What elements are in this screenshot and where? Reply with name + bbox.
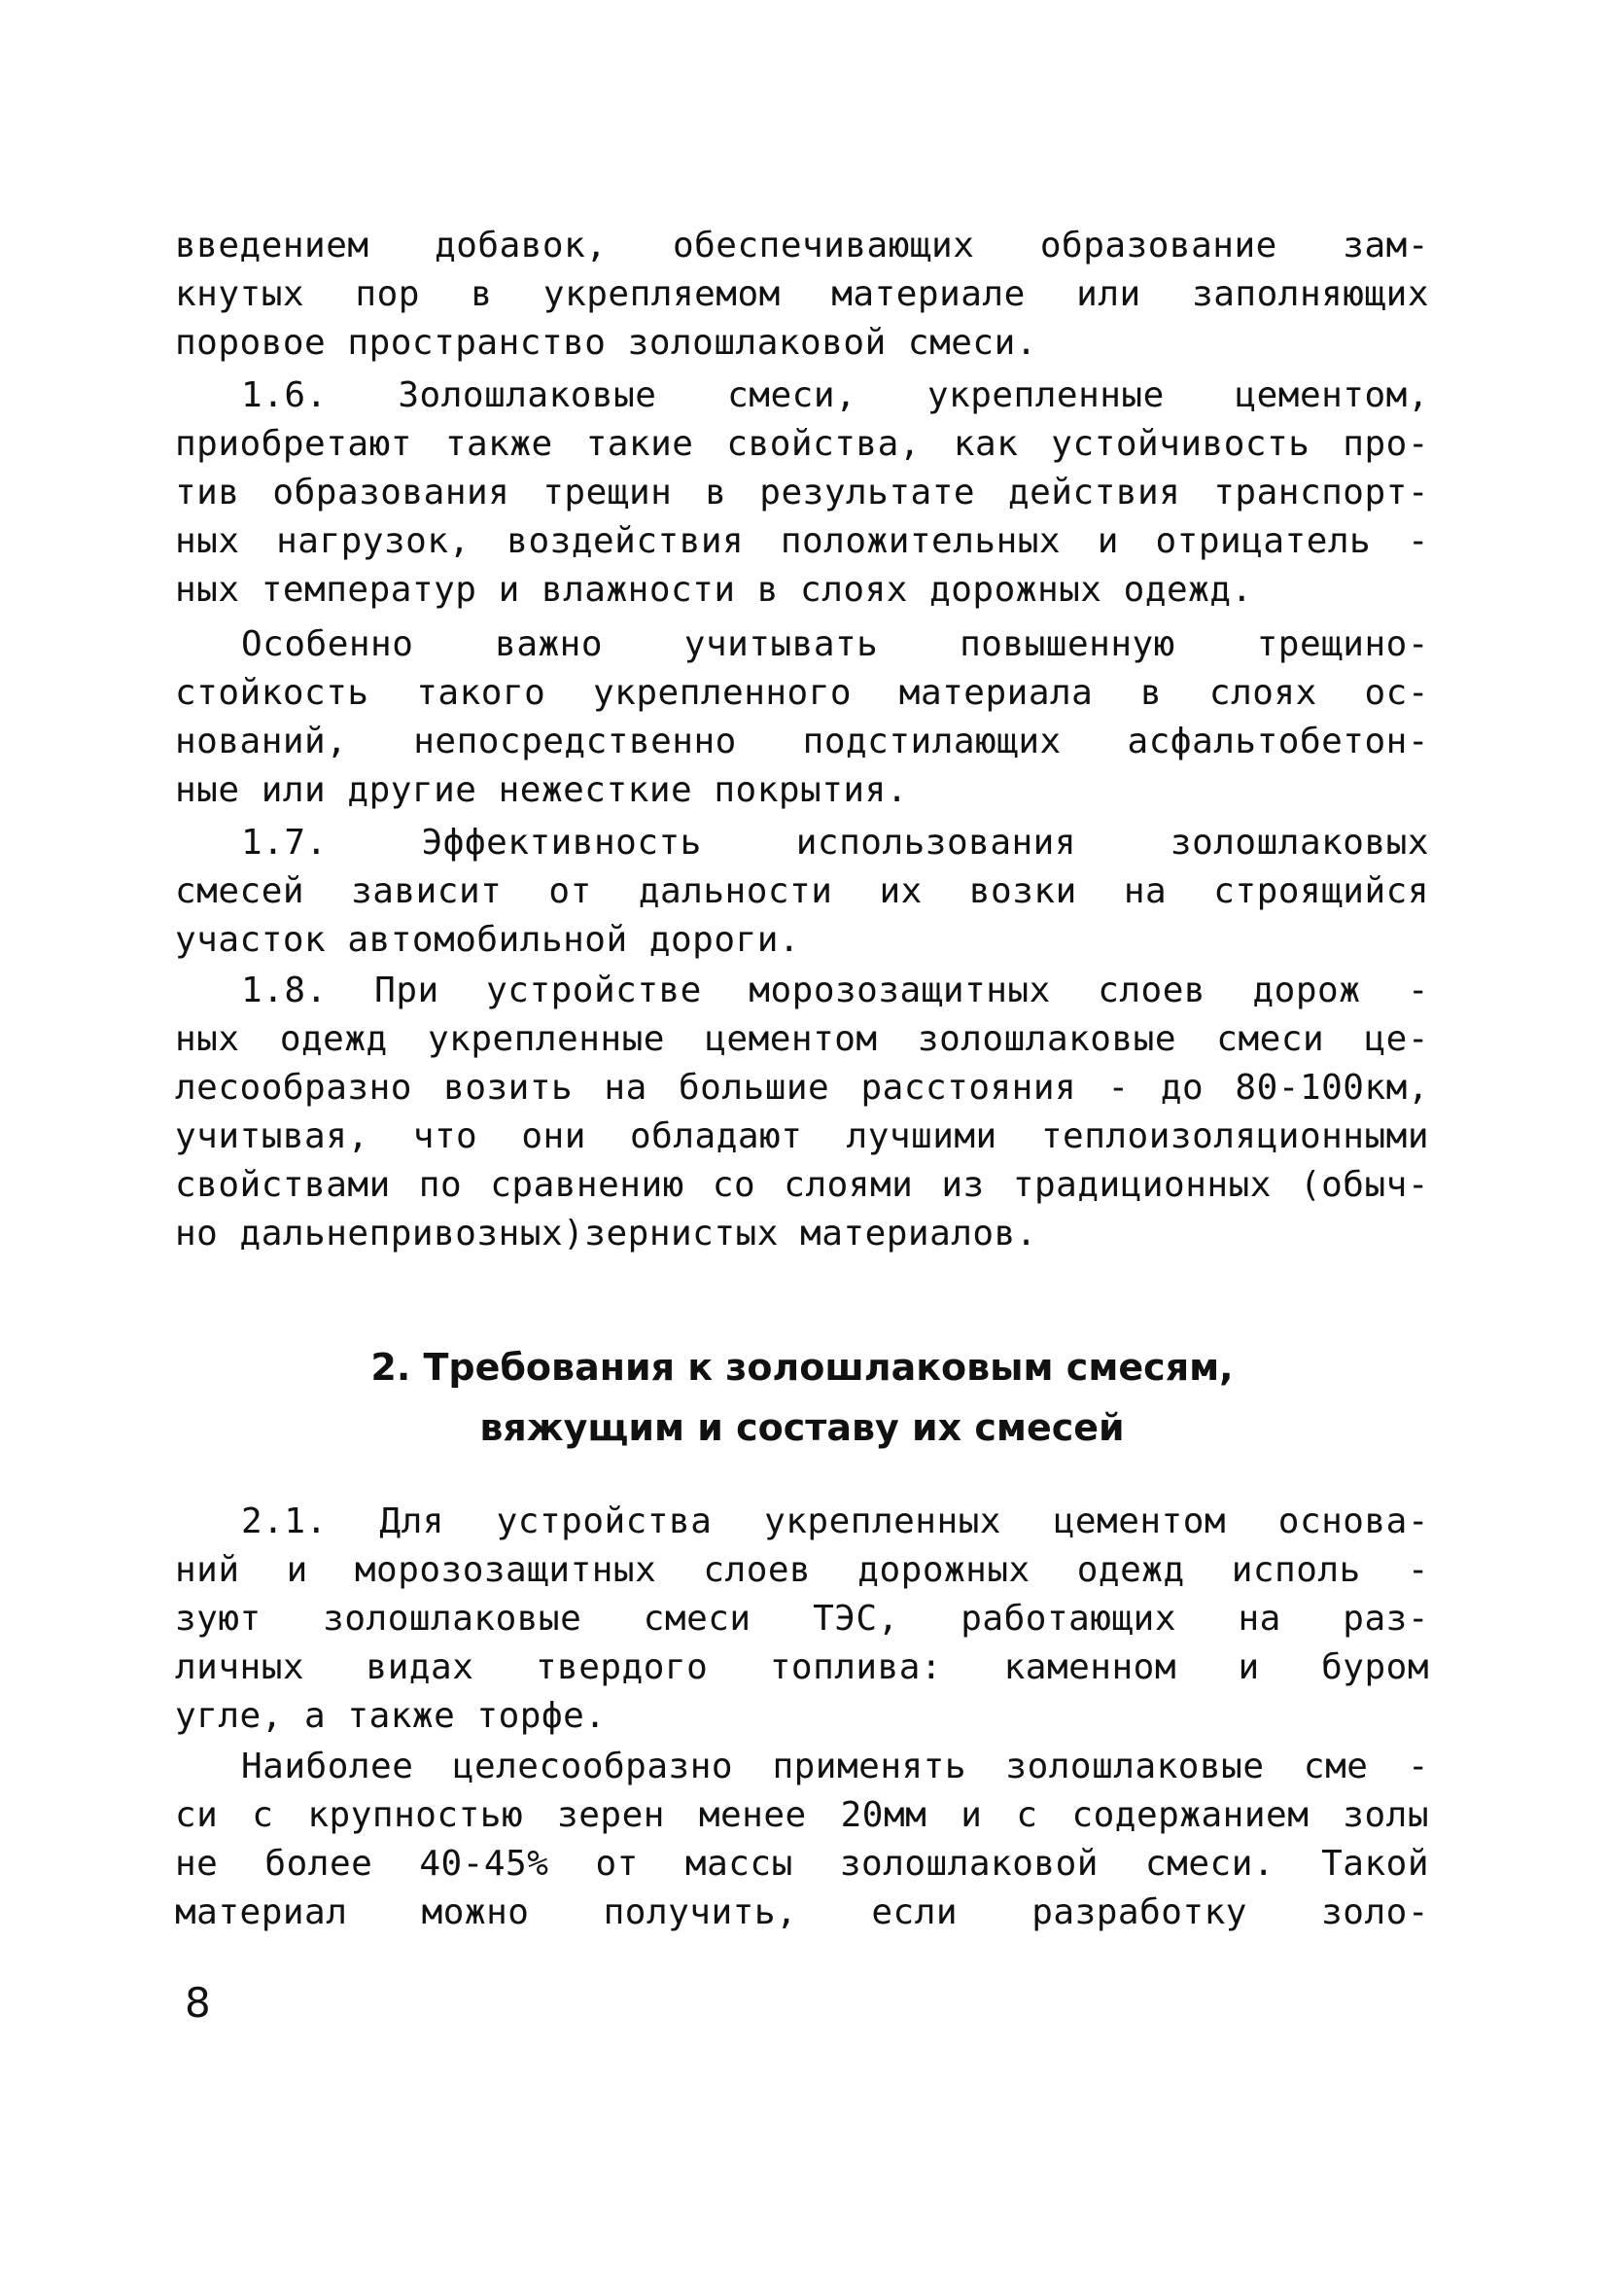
- text-line: поровое пространство золошлаковой смеси.: [175, 323, 1037, 363]
- text-line: 2.1. Для устройства укрепленных цементом основа-: [241, 1501, 1429, 1541]
- text-line: Наиболее целесообразно применять золошлаковые сме -: [241, 1747, 1429, 1786]
- text-line: ных нагрузок, воздействия положительных и отрицатель -: [175, 521, 1429, 561]
- text-line: приобретают также такие свойства, как устойчивость про-: [175, 424, 1429, 464]
- text-line: ные или другие нежесткие покрытия.: [175, 770, 908, 810]
- page-number: 8: [185, 1979, 211, 2027]
- text-line: не более 40-45% от массы золошлаковой смеси. Такой: [175, 1844, 1429, 1884]
- text-line: смесей зависит от дальности их возки на строящийся: [175, 871, 1429, 911]
- text-line: ний и морозозащитных слоев дорожных одежд исполь -: [175, 1550, 1429, 1590]
- text-line: личных видах твердого топлива: каменном и буром: [175, 1647, 1429, 1687]
- text-line: Особенно важно учитывать повышенную трещино-: [241, 624, 1429, 664]
- text-line: зуют золошлаковые смеси ТЭС, работающих на раз-: [175, 1599, 1429, 1639]
- text-line: но дальнепривозных)зернистых материалов.: [175, 1214, 1037, 1254]
- text-line: угле, а также торфе.: [175, 1696, 607, 1736]
- text-line: 1.8. При устройстве морозозащитных слоев дорож -: [241, 971, 1429, 1010]
- text-line: участок автомобильной дороги.: [175, 920, 801, 960]
- text-line: кнутых пор в укрепляемом материале или заполняющих: [175, 274, 1429, 314]
- text-line: ных температур и влажности в слоях дорожных одежд.: [175, 570, 1253, 610]
- text-line: 1.6. Золошлаковые смеси, укрепленные цементом,: [241, 375, 1429, 415]
- text-line: тив образования трещин в результате действия транспорт-: [175, 473, 1429, 512]
- text-line: свойствами по сравнению со слоями из традиционных (обыч-: [175, 1165, 1429, 1205]
- text-line: материал можно получить, если разработку золо-: [175, 1892, 1429, 1932]
- section-heading: 2. Требования к золошлаковым смесям,: [370, 1346, 1234, 1389]
- text-line: лесообразно возить на большие расстояния - до 80-100км,: [175, 1068, 1429, 1108]
- text-line: введением добавок, обеспечивающих образование зам-: [175, 226, 1429, 265]
- text-line: си с крупностью зерен менее 20мм и с содержанием золы: [175, 1795, 1429, 1835]
- section-heading: вяжущим и составу их смесей: [479, 1406, 1125, 1449]
- text-line: нований, непосредственно подстилающих асфальтобетон-: [175, 722, 1429, 761]
- text-line: учитывая, что они обладают лучшими теплоизоляционными: [175, 1116, 1429, 1156]
- text-line: ных одежд укрепленные цементом золошлаковые смеси це-: [175, 1019, 1429, 1059]
- text-line: 1.7. Эффективность использования золошлаковых: [241, 823, 1429, 863]
- text-line: стойкость такого укрепленного материала в слоях ос-: [175, 673, 1429, 713]
